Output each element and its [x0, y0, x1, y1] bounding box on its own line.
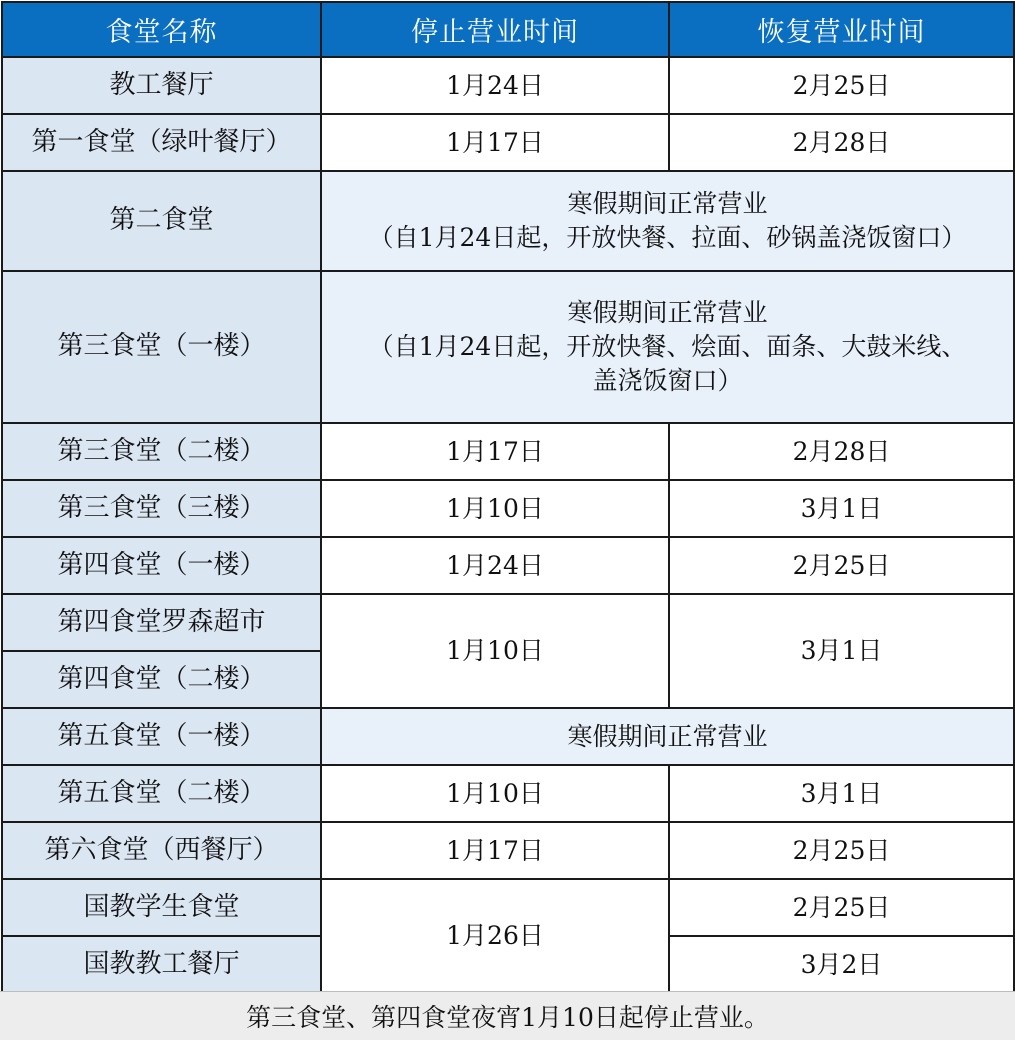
resume-date-cell: 2月25日 [669, 879, 1014, 936]
stop-date-cell: 1月10日 [321, 480, 669, 537]
stop-date-cell: 1月17日 [321, 114, 669, 171]
resume-date-cell: 3月2日 [669, 936, 1014, 993]
table-row [2, 537, 1014, 594]
canteen-name-cell: 第四食堂（二楼） [2, 651, 321, 708]
canteen-name-cell: 第一食堂（绿叶餐厅） [2, 114, 321, 171]
table-row [2, 57, 1014, 114]
table-row [2, 822, 1014, 879]
resume-date-cell: 2月25日 [669, 57, 1014, 114]
header-canteen-name: 食堂名称 [2, 2, 321, 57]
resume-date-cell: 3月1日 [669, 594, 1014, 708]
stop-date-cell: 1月17日 [321, 423, 669, 480]
open-during-break-note: 寒假期间正常营业 [321, 708, 1014, 765]
canteen-name-cell: 国教学生食堂 [2, 879, 321, 936]
resume-date-cell: 2月28日 [669, 423, 1014, 480]
canteen-name-cell: 第三食堂（二楼） [2, 423, 321, 480]
canteen-name-cell: 教工餐厅 [2, 57, 321, 114]
canteen-name-cell: 第四食堂罗森超市 [2, 594, 321, 651]
open-during-break-note [321, 271, 1014, 423]
canteen-hours-table [1, 1, 1015, 994]
note-line: 盖浇饭窗口） [592, 365, 743, 395]
table-row [2, 171, 1014, 271]
note-line: 寒假期间正常营业 [567, 189, 768, 219]
stop-date-cell: 1月24日 [321, 537, 669, 594]
header-stop-time: 停止营业时间 [321, 2, 669, 57]
stop-date-cell: 1月10日 [321, 765, 669, 822]
note-line: （自1月24日起，开放快餐、烩面、面条、大鼓米线、 [368, 332, 967, 362]
note-line: 寒假期间正常营业 [567, 298, 768, 328]
table-row [2, 271, 1014, 423]
table-row [2, 423, 1014, 480]
header-resume-time: 恢复营业时间 [669, 2, 1014, 57]
table-row [2, 879, 1014, 936]
stop-date-cell: 1月17日 [321, 822, 669, 879]
canteen-name-cell: 第五食堂（二楼） [2, 765, 321, 822]
note-line: （自1月24日起，开放快餐、拉面、砂锅盖浇饭窗口） [368, 223, 967, 252]
table-row [2, 114, 1014, 171]
stop-date-cell: 1月26日 [321, 879, 669, 993]
table-header-row [2, 2, 1014, 57]
canteen-name-cell: 第三食堂（三楼） [2, 480, 321, 537]
open-during-break-note [321, 171, 1014, 271]
canteen-name-cell: 第三食堂（一楼） [2, 271, 321, 423]
table-row [2, 480, 1014, 537]
table-row [2, 765, 1014, 822]
canteen-name-cell: 第六食堂（西餐厅） [2, 822, 321, 879]
resume-date-cell: 2月28日 [669, 114, 1014, 171]
table-row [2, 708, 1014, 765]
table-row [2, 594, 1014, 651]
stop-date-cell: 1月24日 [321, 57, 669, 114]
canteen-name-cell: 第二食堂 [2, 171, 321, 271]
resume-date-cell: 3月1日 [669, 480, 1014, 537]
resume-date-cell: 3月1日 [669, 765, 1014, 822]
canteen-name-cell: 国教教工餐厅 [2, 936, 321, 993]
resume-date-cell: 2月25日 [669, 822, 1014, 879]
stop-date-cell: 1月10日 [321, 594, 669, 708]
footer-note: 第三食堂、第四食堂夜宵1月10日起停止营业。 [0, 991, 1015, 1040]
canteen-name-cell: 第五食堂（一楼） [2, 708, 321, 765]
resume-date-cell: 2月25日 [669, 537, 1014, 594]
canteen-name-cell: 第四食堂（一楼） [2, 537, 321, 594]
